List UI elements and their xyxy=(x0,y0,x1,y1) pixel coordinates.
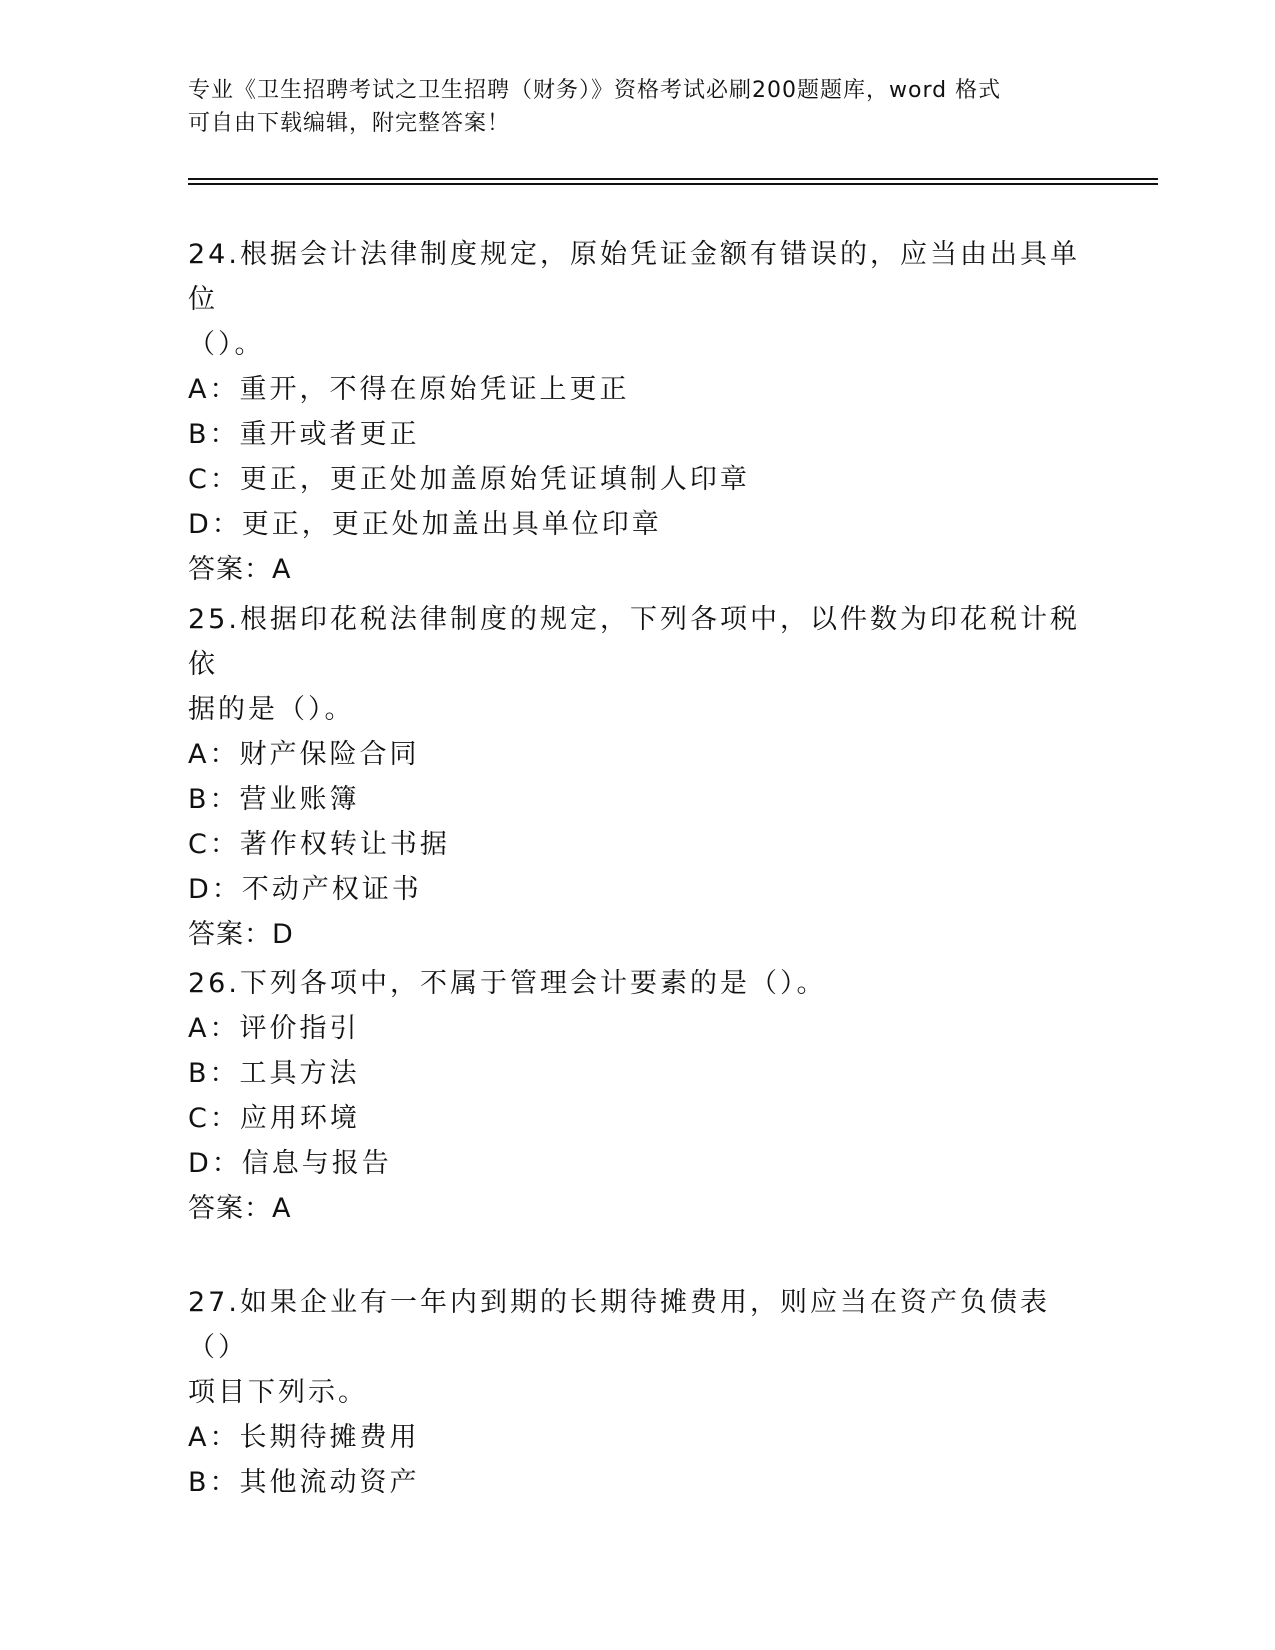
header-line-2: 可自由下载编辑，附完整答案！ xyxy=(188,111,511,136)
option-d: D：不动产权证书 xyxy=(188,874,422,905)
option-a: A：长期待摊费用 xyxy=(188,1422,420,1453)
header-divider-top xyxy=(188,178,1158,180)
question-stem-line-2: （）。 xyxy=(188,329,265,360)
option-d: D：信息与报告 xyxy=(188,1148,392,1179)
answer: 答案：A xyxy=(188,554,292,585)
option-b: B：营业账簿 xyxy=(188,784,360,815)
option-b: B：工具方法 xyxy=(188,1058,360,1089)
header-divider-bottom xyxy=(188,183,1158,185)
answer: 答案：D xyxy=(188,919,294,950)
question-24 xyxy=(188,232,1088,592)
question-stem-line-1: 25.根据印花税法律制度的规定，下列各项中，以件数为印花税计税依 xyxy=(188,604,1080,680)
option-b: B：其他流动资产 xyxy=(188,1467,420,1498)
question-stem-line-2: 项目下列示。 xyxy=(188,1377,368,1408)
option-c: C：更正，更正处加盖原始凭证填制人印章 xyxy=(188,464,750,495)
question-stem-line-1: 27.如果企业有一年内到期的长期待摊费用，则应当在资产负债表（） xyxy=(188,1287,1050,1363)
option-d: D：更正，更正处加盖出具单位印章 xyxy=(188,509,662,540)
option-a: A：财产保险合同 xyxy=(188,739,420,770)
option-a: A：评价指引 xyxy=(188,1013,360,1044)
option-a: A：重开，不得在原始凭证上更正 xyxy=(188,374,630,405)
header-line-1: 专业《卫生招聘考试之卫生招聘（财务）》资格考试必刷200题题库，word 格式 xyxy=(188,78,1002,103)
answer: 答案：A xyxy=(188,1193,292,1224)
question-26 xyxy=(188,961,1088,1231)
question-25 xyxy=(188,597,1088,957)
question-stem-line-1: 26.下列各项中，不属于管理会计要素的是（）。 xyxy=(188,968,827,999)
question-stem-line-2: 据的是（）。 xyxy=(188,694,355,725)
question-stem-line-1: 24.根据会计法律制度规定，原始凭证金额有错误的，应当由出具单位 xyxy=(188,239,1080,315)
option-b: B：重开或者更正 xyxy=(188,419,420,450)
document-header xyxy=(188,74,1088,140)
option-c: C：著作权转让书据 xyxy=(188,829,450,860)
option-c: C：应用环境 xyxy=(188,1103,360,1134)
question-27 xyxy=(188,1280,1088,1505)
